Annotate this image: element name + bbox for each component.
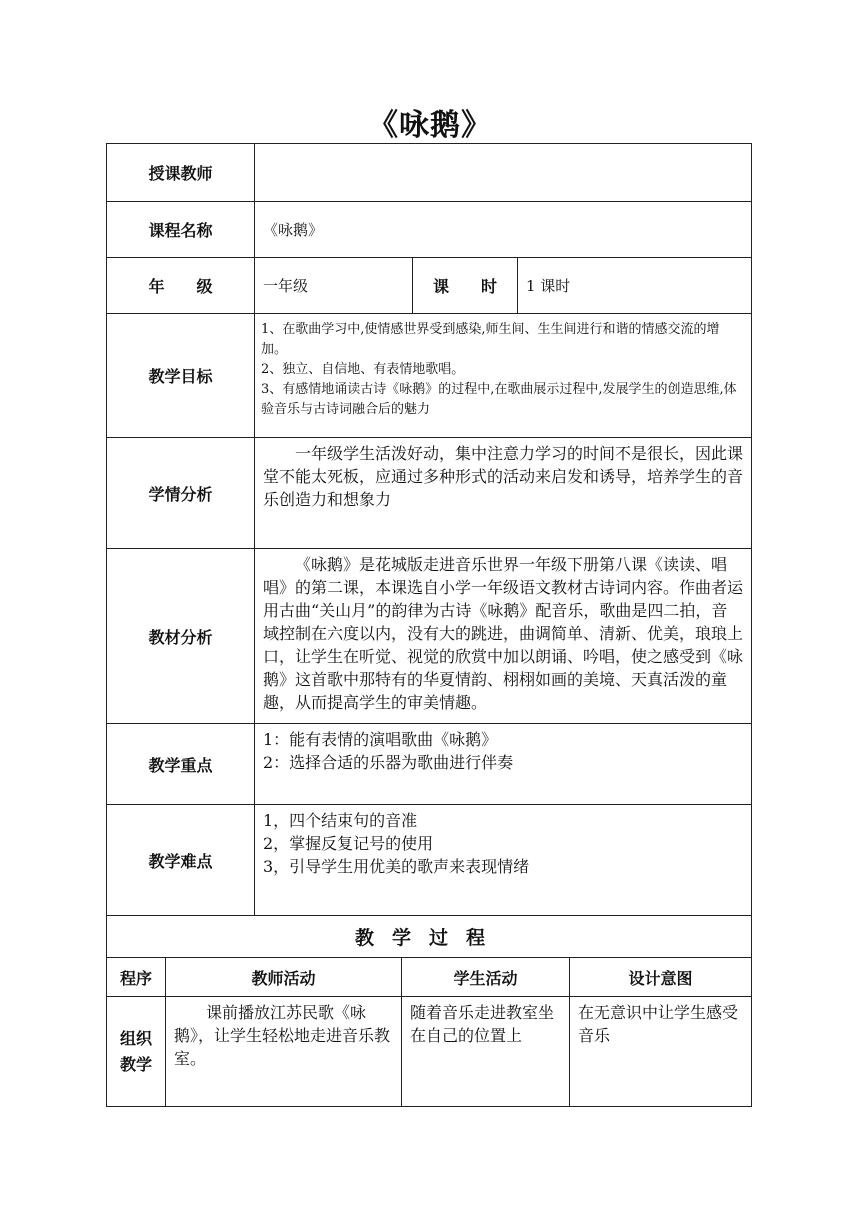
process-step [107, 997, 165, 1106]
page-title: 《咏鹅》 [368, 108, 492, 143]
goal-item: 1、在歌曲学习中,使情感世界受到感染,师生间、生生间进行和谐的情感交流的增加。 [261, 322, 720, 357]
difficulties-content [255, 805, 751, 915]
difficulty-item: 3，引导学生用优美的歌声来表现情绪 [263, 857, 530, 876]
difficulty-item: 2，掌握反复记号的使用 [263, 834, 434, 853]
grade-label: 年 级 [148, 277, 213, 296]
material-analysis-content [255, 549, 751, 723]
hours-value: 1 课时 [526, 277, 571, 295]
process-student [402, 997, 569, 1106]
teacher-label: 授课教师 [148, 164, 213, 183]
process-step-text: 组织教学 [119, 1028, 152, 1074]
process-col-student: 学生活动 [453, 968, 518, 988]
key-point-item: 1：能有表情的演唱歌曲《咏鹅》 [263, 730, 498, 749]
difficulties-label: 教学难点 [148, 851, 213, 871]
process-intent [570, 997, 751, 1106]
grade-value: 一年级 [263, 277, 309, 295]
hours-label: 课 时 [432, 277, 497, 296]
key-points-content [255, 724, 751, 804]
table-border-bottom [106, 1106, 752, 1107]
process-teacher [166, 997, 401, 1106]
teacher-value [255, 144, 751, 201]
student-analysis-text: 一年级学生活泼好动，集中注意力学习的时间不是很长，因此课堂不能太死板，应通过多种形式的活动来启发和诱导，培养学生的音乐创造力和想象力 [263, 444, 744, 509]
course-value: 《咏鹅》 [263, 221, 324, 239]
table-border-right [751, 143, 752, 1107]
process-heading: 教学过程 [354, 927, 503, 949]
course-label: 课程名称 [148, 221, 213, 240]
goal-item: 3、有感情地诵读古诗《咏鹅》的过程中,在歌曲展示过程中,发展学生的创造思维,体验音乐与古诗词融合后的魅力 [261, 382, 737, 417]
material-analysis-text: 《咏鹅》是花城版走进音乐世界一年级下册第八课《读读、唱唱》的第二课，本课选自小学一年级语文教材古诗词内容。作曲者运用古曲“关山月”的韵律为古诗《咏鹅》配音乐，歌曲是四二拍，音域控制在六度以内，没有大的跳进，曲调简单、清新、优美，琅琅上口，让学生在听觉、视觉的欣赏中加以朗诵、吟唱，使之感受到《咏鹅》这首歌中那特有的华夏情韵、栩栩如画的美境、天真活泼的童趣，从而提高学生的审美情趣。 [263, 555, 744, 712]
process-col-intent: 设计意图 [628, 968, 693, 988]
goals-label: 教学目标 [148, 367, 213, 386]
process-col-step: 程序 [119, 968, 152, 988]
goals-content [255, 314, 751, 437]
student-analysis-content [255, 438, 751, 548]
process-student-text: 随着音乐走进教室坐在自己的位置上 [410, 1003, 555, 1045]
key-point-item: 2：选择合适的乐器为歌曲进行伴奏 [263, 753, 514, 772]
process-col-teacher: 教师活动 [251, 968, 316, 988]
process-intent-text: 在无意识中让学生感受音乐 [578, 1003, 739, 1045]
material-analysis-label: 教材分析 [148, 627, 213, 647]
student-analysis-label: 学情分析 [148, 484, 213, 504]
difficulty-item: 1，四个结束句的音准 [263, 811, 418, 830]
process-teacher-text: 课前播放江苏民歌《咏鹅》，让学生轻松地走进音乐教室。 [174, 1003, 391, 1068]
goal-item: 2、独立、自信地、有表情地歌唱。 [261, 362, 465, 377]
key-points-label: 教学重点 [148, 755, 213, 775]
